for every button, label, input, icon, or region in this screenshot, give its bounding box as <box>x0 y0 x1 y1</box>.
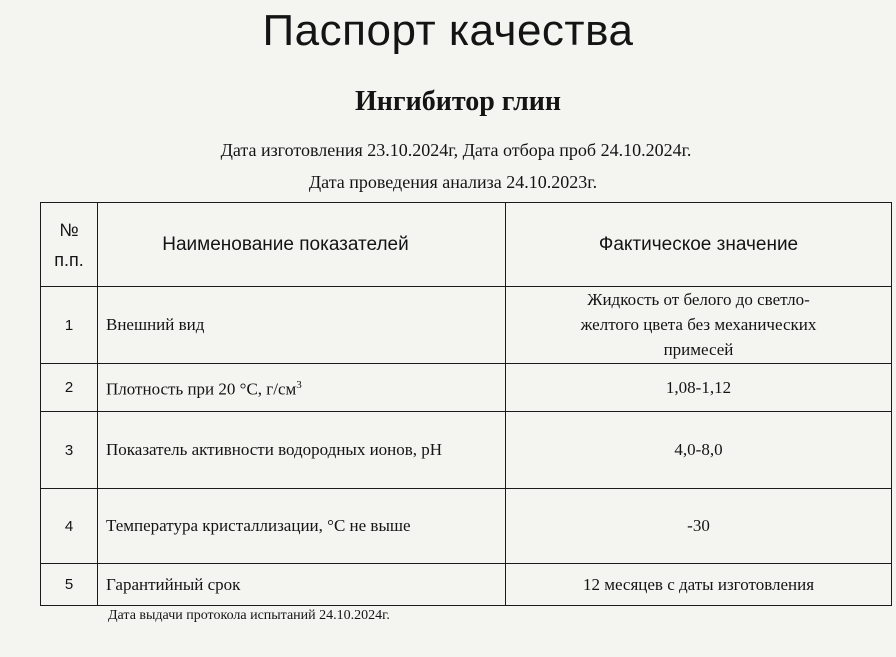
header-number <box>41 203 98 287</box>
document-title: Паспорт качества <box>262 6 634 55</box>
manufacture-sampling-dates: Дата изготовления 23.10.2024г, Дата отбора проб 24.10.2024г. <box>220 140 692 160</box>
table-row <box>41 364 892 412</box>
table-row <box>41 287 892 364</box>
row-indicator: Температура кристаллизации, °С не выше <box>98 489 506 564</box>
row-number: 5 <box>41 564 98 606</box>
row-number: 3 <box>41 412 98 489</box>
header-number-abbr: п.п. <box>54 249 84 270</box>
header-number-symbol: № <box>59 219 79 240</box>
table-row <box>41 564 892 606</box>
product-name: Ингибитор глин <box>354 86 562 117</box>
row-value <box>506 287 892 364</box>
row-value: 12 месяцев с даты изготовления <box>506 564 892 606</box>
row-value: 4,0-8,0 <box>506 412 892 489</box>
table-row <box>41 412 892 489</box>
row-indicator: Показатель активности водородных ионов, рН <box>98 412 506 489</box>
row-number: 1 <box>41 287 98 364</box>
header-indicator-name: Наименование показателей <box>98 203 506 287</box>
table-header-row <box>41 203 892 287</box>
quality-table <box>40 202 892 606</box>
row-number: 2 <box>41 364 98 412</box>
analysis-date: Дата проведения анализа 24.10.2023г. <box>308 172 598 192</box>
row-value: 1,08-1,12 <box>506 364 892 412</box>
row-indicator-text: Плотность при 20 °С, г/см <box>106 379 297 399</box>
row-number: 4 <box>41 489 98 564</box>
header-actual-value: Фактическое значение <box>506 203 892 287</box>
table-row <box>41 489 892 564</box>
row-value: -30 <box>506 489 892 564</box>
row-indicator: Внешний вид <box>98 287 506 364</box>
row-indicator: Гарантийный срок <box>98 564 506 606</box>
protocol-issue-date: Дата выдачи протокола испытаний 24.10.2024г. <box>108 608 390 623</box>
unit-superscript: 3 <box>296 379 302 392</box>
row-indicator <box>98 364 506 412</box>
row-value-text: Жидкость от белого до светло-желтого цвета без механических примесей <box>580 290 817 359</box>
